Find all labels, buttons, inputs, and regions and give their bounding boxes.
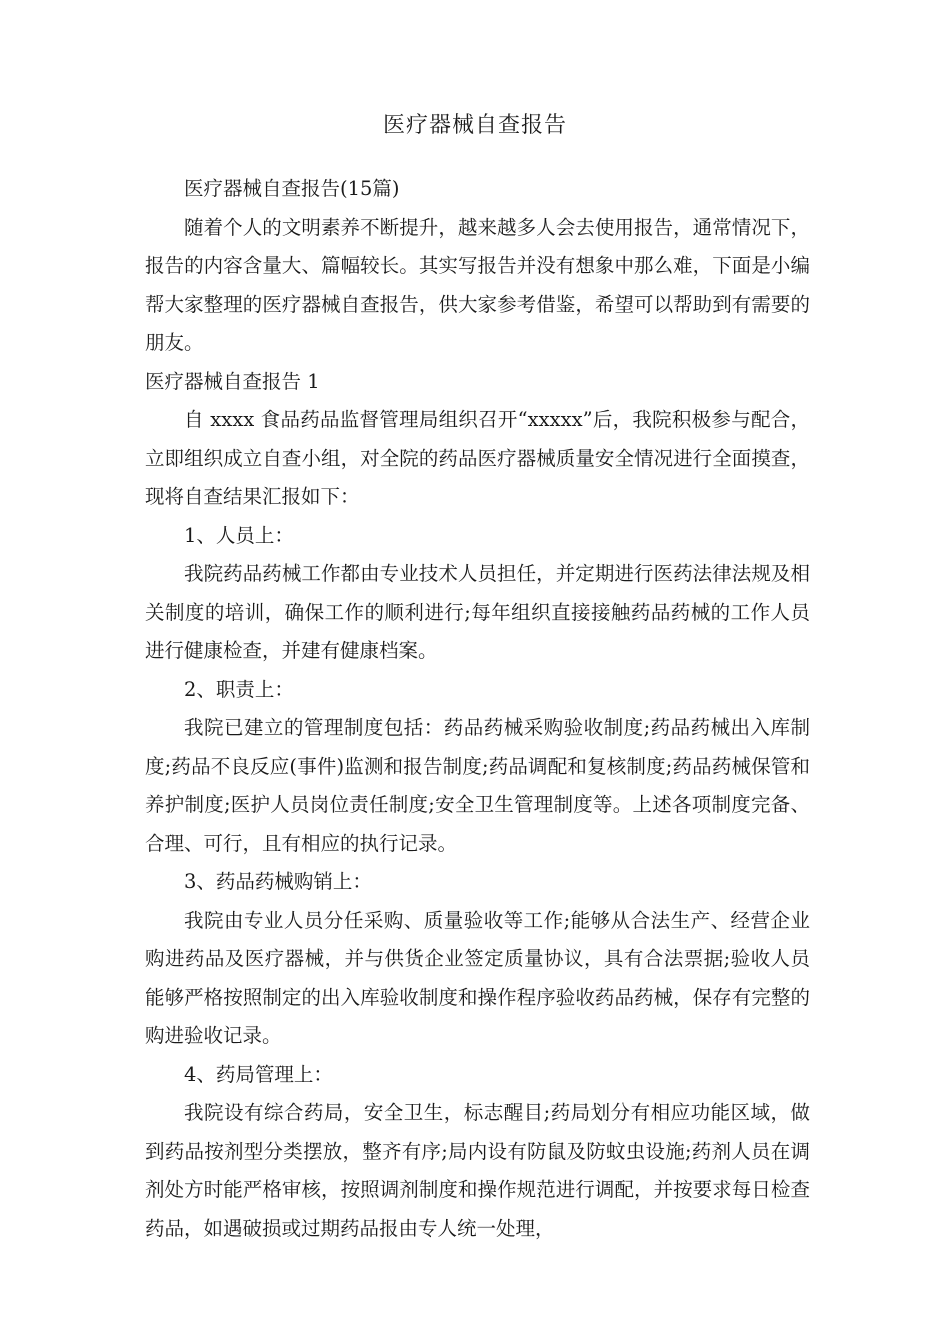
document-title: 医疗器械自查报告 [382, 113, 567, 138]
paragraph: 自 xxxx 食品药品监督管理局组织召开“xxxxx”后，我院积极参与配合，立即组织成立自查小组，对全院的药品医疗器械质量安全情况进行全面摸查，现将自查结果汇报如下： [145, 408, 810, 508]
paragraph: 医疗器械自查报告 1 [145, 369, 320, 393]
paragraph: 4、药局管理上： [184, 1062, 333, 1086]
document-body [145, 170, 810, 1248]
paragraph: 1、人员上： [184, 523, 294, 547]
paragraph: 我院设有综合药局，安全卫生，标志醒目;药局划分有相应功能区域，做到药品按剂型分类摆放，整齐有序;局内设有防鼠及防蚊虫设施;药剂人员在调剂处方时能严格审核，按照调剂制度和操作规范进行调配，并按要求每日检查药品，如遇破损或过期药品报由专人统一处理， [145, 1101, 810, 1240]
paragraph: 3、药品药械购销上： [184, 870, 372, 893]
paragraph: 医疗器械自查报告(15篇) [184, 177, 400, 200]
paragraph: 我院药品药械工作都由专业技术人员担任，并定期进行医药法律法规及相关制度的培训，确保工作的顺利进行;每年组织直接接触药品药械的工作人员进行健康检查，并建有健康档案。 [145, 562, 810, 662]
paragraph: 我院已建立的管理制度包括：药品药械采购验收制度;药品药械出入库制度;药品不良反应(事件)监测和报告制度;药品调配和复核制度;药品药械保管和养护制度;医护人员岗位责任制度;安全卫生管理制度等。上述各项制度完备、合理、可行，且有相应的执行记录。 [145, 716, 810, 855]
paragraph: 我院由专业人员分任采购、质量验收等工作;能够从合法生产、经营企业购进药品及医疗器械，并与供货企业签定质量协议，具有合法票据;验收人员能够严格按照制定的出入库验收制度和操作程序验收药品药械，保存有完整的购进验收记录。 [145, 908, 810, 1047]
paragraph: 随着个人的文明素养不断提升，越来越多人会去使用报告，通常情况下，报告的内容含量大、篇幅较长。其实写报告并没有想象中那么难，下面是小编帮大家整理的医疗器械自查报告，供大家参考借鉴，希望可以帮助到有需要的朋友。 [145, 215, 810, 354]
paragraph: 2、职责上： [184, 677, 294, 701]
